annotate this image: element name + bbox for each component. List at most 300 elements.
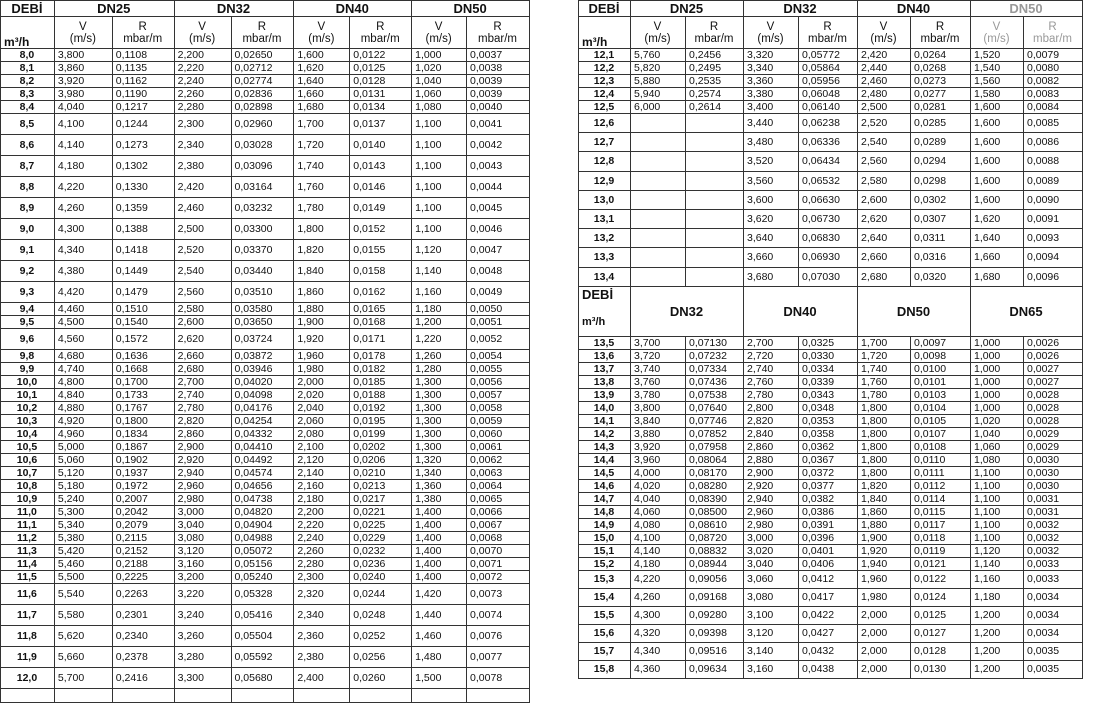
pressure-loss-cell: 0,2378 (112, 647, 174, 668)
velocity-cell: 1,120 (971, 544, 1024, 557)
velocity-cell: 1,000 (971, 388, 1024, 401)
pressure-loss-cell: 0,0027 (1024, 375, 1083, 388)
table-row (579, 544, 1083, 557)
pressure-loss-cell: 0,2456 (686, 49, 744, 62)
pressure-loss-cell: 0,0062 (467, 454, 530, 467)
velocity-cell: 1,480 (412, 647, 467, 668)
flow-rate-cell: 14,4 (579, 453, 631, 466)
pressure-loss-cell: 0,03300 (231, 219, 294, 240)
pressure-loss-cell: 0,0121 (911, 557, 971, 570)
velocity-cell: 6,000 (631, 101, 686, 114)
flow-rate-cell: 14,9 (579, 518, 631, 531)
velocity-cell: 4,360 (631, 660, 686, 678)
velocity-cell: 4,180 (54, 156, 112, 177)
velocity-cell: 1,600 (971, 190, 1024, 209)
subheader-symbol: V (992, 20, 1001, 33)
table-row (579, 492, 1083, 505)
table-row (579, 349, 1083, 362)
pressure-loss-cell: 0,0026 (1024, 349, 1083, 362)
velocity-cell: 3,020 (744, 544, 799, 557)
flow-rate-cell: 8,8 (1, 177, 55, 198)
pressure-loss-cell: 0,03096 (231, 156, 294, 177)
subheader-symbol: V (78, 20, 87, 33)
velocity-cell: 1,140 (412, 261, 467, 282)
pressure-loss-cell: 0,0417 (799, 588, 858, 606)
table-row (1, 350, 530, 363)
velocity-cell: 4,180 (631, 557, 686, 570)
velocity-cell: 2,240 (294, 532, 350, 545)
pressure-loss-cell: 0,0112 (911, 479, 971, 492)
velocity-cell: 5,060 (54, 454, 112, 467)
pressure-loss-cell: 0,0432 (799, 642, 858, 660)
velocity-cell: 4,020 (631, 479, 686, 492)
pressure-loss-cell: 0,0217 (350, 493, 412, 506)
table-row (579, 49, 1083, 62)
flow-rate-cell: 10,9 (1, 493, 55, 506)
pressure-loss-cell: 0,0086 (1024, 133, 1083, 152)
pressure-loss-cell (231, 689, 294, 703)
pressure-loss-cell: 0,05416 (231, 605, 294, 626)
pressure-loss-cell: 0,0059 (467, 415, 530, 428)
subheader-unit: (m/s) (188, 32, 216, 45)
velocity-cell: 2,520 (174, 240, 231, 261)
velocity-cell: 1,400 (412, 558, 467, 571)
pressure-loss-cell: 0,0311 (911, 229, 971, 248)
pressure-loss-cell: 0,0199 (350, 428, 412, 441)
pressure-loss-cell: 0,06532 (799, 171, 858, 190)
pressure-loss-cell (686, 171, 744, 190)
pressure-loss-cell: 0,07746 (686, 414, 744, 427)
pressure-loss-cell: 0,0268 (911, 62, 971, 75)
table-row (579, 190, 1083, 209)
pressure-loss-cell: 0,0103 (911, 388, 971, 401)
velocity-cell: 2,200 (294, 506, 350, 519)
velocity-cell: 1,100 (412, 156, 467, 177)
velocity-cell: 5,120 (54, 467, 112, 480)
velocity-cell: 2,720 (744, 349, 799, 362)
velocity-cell: 3,840 (631, 414, 686, 427)
velocity-cell: 2,260 (174, 88, 231, 101)
pressure-loss-cell: 0,0119 (911, 544, 971, 557)
table-row (1, 101, 530, 114)
pressure-loss-cell: 0,0049 (467, 282, 530, 303)
flow-rate-cell: 12,3 (579, 75, 631, 88)
velocity-cell: 1,380 (412, 493, 467, 506)
flow-rate-cell: 15,7 (579, 642, 631, 660)
subheader-symbol: V (766, 20, 775, 33)
velocity-cell: 2,000 (858, 660, 911, 678)
velocity-cell: 3,040 (174, 519, 231, 532)
table-row (1, 532, 530, 545)
table-row (579, 114, 1083, 133)
velocity-cell: 1,100 (412, 198, 467, 219)
velocity-cell: 4,100 (631, 531, 686, 544)
group-header-dn32: DN32 (631, 286, 744, 336)
velocity-cell: 2,660 (858, 248, 911, 267)
pressure-loss-cell: 0,2340 (112, 626, 174, 647)
pressure-loss-cell: 0,0067 (467, 519, 530, 532)
table-row (579, 75, 1083, 88)
table-row (579, 660, 1083, 678)
velocity-cell: 1,880 (858, 518, 911, 531)
table-row (1, 493, 530, 506)
velocity-cell: 1,200 (971, 624, 1024, 642)
flow-rate-cell: 8,9 (1, 198, 55, 219)
flow-rate-cell: 11,6 (1, 584, 55, 605)
flow-rate-cell: 13,6 (579, 349, 631, 362)
velocity-cell: 5,460 (54, 558, 112, 571)
pressure-loss-cell: 0,04020 (231, 376, 294, 389)
velocity-cell: 2,060 (294, 415, 350, 428)
pressure-loss-cell: 0,0033 (1024, 557, 1083, 570)
velocity-cell: 2,680 (858, 267, 911, 286)
velocity-cell: 5,000 (54, 441, 112, 454)
pressure-loss-cell: 0,03946 (231, 363, 294, 376)
pressure-loss-cell: 0,1700 (112, 376, 174, 389)
velocity-cell: 1,000 (412, 49, 467, 62)
pressure-loss-cell: 0,0072 (467, 571, 530, 584)
pressure-loss-cell: 0,09056 (686, 570, 744, 588)
velocity-cell: 4,800 (54, 376, 112, 389)
pressure-loss-cell: 0,07436 (686, 375, 744, 388)
velocity-cell: 3,980 (54, 88, 112, 101)
table-row (1, 480, 530, 493)
velocity-cell: 1,800 (858, 414, 911, 427)
pressure-loss-cell: 0,0343 (799, 388, 858, 401)
subheader-unit: (m/s) (69, 32, 96, 45)
velocity-cell: 2,000 (858, 606, 911, 624)
table-row (579, 570, 1083, 588)
pressure-loss-cell: 0,0401 (799, 544, 858, 557)
flow-rate-cell: 15,0 (579, 531, 631, 544)
velocity-cell: 4,220 (54, 177, 112, 198)
table-row (579, 518, 1083, 531)
velocity-cell: 2,860 (744, 440, 799, 453)
table-row (579, 642, 1083, 660)
pressure-loss-cell: 0,2535 (686, 75, 744, 88)
group-header-dn32: DN32 (174, 1, 294, 17)
pressure-loss-cell: 0,0339 (799, 375, 858, 388)
velocity-cell: 5,940 (631, 88, 686, 101)
velocity-cell: 2,420 (858, 49, 911, 62)
pressure-loss-cell: 0,1800 (112, 415, 174, 428)
pressure-loss-cell: 0,0210 (350, 467, 412, 480)
pressure-loss-cell: 0,2263 (112, 584, 174, 605)
subheader-unit: mbar/m (808, 32, 847, 45)
pressure-loss-cell: 0,0125 (911, 606, 971, 624)
pressure-loss-subheader (350, 17, 412, 49)
velocity-subheader (54, 17, 112, 49)
velocity-cell: 3,200 (174, 571, 231, 584)
flow-rate-cell: 11,2 (1, 532, 55, 545)
flow-rate-cell: 8,6 (1, 135, 55, 156)
pressure-loss-cell: 0,05156 (231, 558, 294, 571)
flow-rate-cell: 14,8 (579, 505, 631, 518)
flow-rate-cell: 8,7 (1, 156, 55, 177)
table-row (1, 389, 530, 402)
subheader-symbol: V (653, 20, 662, 33)
velocity-cell: 2,700 (174, 376, 231, 389)
velocity-cell: 4,100 (54, 114, 112, 135)
velocity-cell: 2,380 (174, 156, 231, 177)
pressure-loss-cell: 0,0124 (911, 588, 971, 606)
pressure-loss-cell: 0,0055 (467, 363, 530, 376)
velocity-cell: 4,220 (631, 570, 686, 588)
pressure-loss-cell: 0,0038 (467, 62, 530, 75)
pressure-loss-cell: 0,0256 (350, 647, 412, 668)
pressure-loss-cell: 0,02774 (231, 75, 294, 88)
subheader-unit: (m/s) (757, 32, 784, 45)
velocity-cell: 4,260 (54, 198, 112, 219)
flow-rate-cell: 12,2 (579, 62, 631, 75)
flow-rate-cell: 11,8 (1, 626, 55, 647)
pressure-loss-cell: 0,0307 (911, 209, 971, 228)
pressure-loss-cell: 0,0185 (350, 376, 412, 389)
flow-rate-cell: 13,5 (579, 336, 631, 349)
pressure-loss-cell: 0,05072 (231, 545, 294, 558)
velocity-cell: 2,820 (744, 414, 799, 427)
velocity-cell: 3,280 (174, 647, 231, 668)
pressure-loss-cell: 0,07640 (686, 401, 744, 414)
pressure-loss-subheader (686, 17, 744, 49)
velocity-cell: 1,680 (971, 267, 1024, 286)
pressure-loss-cell: 0,2152 (112, 545, 174, 558)
velocity-cell: 2,920 (744, 479, 799, 492)
velocity-cell: 1,840 (858, 492, 911, 505)
pressure-loss-cell: 0,0281 (911, 101, 971, 114)
flow-rate-cell: 8,2 (1, 75, 55, 88)
table-row (579, 336, 1083, 349)
flow-rate-cell: 11,5 (1, 571, 55, 584)
velocity-cell: 2,300 (294, 571, 350, 584)
velocity-cell: 1,860 (294, 282, 350, 303)
left-flow-table-panel (0, 0, 530, 703)
flow-rate-cell: 13,8 (579, 375, 631, 388)
pressure-loss-cell: 0,0353 (799, 414, 858, 427)
pressure-loss-cell: 0,09634 (686, 660, 744, 678)
velocity-cell: 4,460 (54, 303, 112, 316)
pressure-loss-cell: 0,04254 (231, 415, 294, 428)
velocity-cell: 2,840 (744, 427, 799, 440)
velocity-cell: 1,960 (858, 570, 911, 588)
pressure-loss-cell: 0,06730 (799, 209, 858, 228)
pressure-loss-cell: 0,04904 (231, 519, 294, 532)
velocity-cell: 1,460 (412, 626, 467, 647)
table-row (1, 668, 530, 689)
subheader-symbol: V (198, 20, 206, 33)
flow-rate-cell: 10,0 (1, 376, 55, 389)
flow-rate-cell: 14,5 (579, 466, 631, 479)
velocity-cell: 5,660 (54, 647, 112, 668)
pressure-loss-cell: 0,0061 (467, 441, 530, 454)
pressure-loss-cell: 0,09398 (686, 624, 744, 642)
pressure-loss-cell: 0,0225 (350, 519, 412, 532)
flow-rate-cell: 9,5 (1, 316, 55, 329)
table-row (579, 624, 1083, 642)
velocity-cell: 1,000 (971, 401, 1024, 414)
velocity-cell (631, 133, 686, 152)
flow-rate-cell: 9,2 (1, 261, 55, 282)
pressure-loss-cell: 0,0097 (911, 336, 971, 349)
table-row (579, 171, 1083, 190)
velocity-cell: 3,040 (744, 557, 799, 570)
velocity-cell: 3,600 (744, 190, 799, 209)
flow-rate-cell: 14,3 (579, 440, 631, 453)
pressure-loss-cell: 0,2614 (686, 101, 744, 114)
pressure-loss-cell: 0,02898 (231, 101, 294, 114)
table-row (1, 62, 530, 75)
velocity-cell: 3,920 (54, 75, 112, 88)
pressure-loss-cell: 0,0094 (1024, 248, 1083, 267)
pressure-loss-cell: 0,0026 (1024, 336, 1083, 349)
velocity-cell: 1,000 (971, 349, 1024, 362)
pressure-loss-cell: 0,0042 (467, 135, 530, 156)
velocity-cell: 2,680 (174, 363, 231, 376)
table-row (1, 303, 530, 316)
pressure-loss-cell: 0,05504 (231, 626, 294, 647)
pressure-loss-cell: 0,0064 (467, 480, 530, 493)
velocity-cell: 3,080 (744, 588, 799, 606)
table-row (1, 114, 530, 135)
velocity-cell: 1,900 (858, 531, 911, 544)
pressure-loss-cell: 0,0028 (1024, 388, 1083, 401)
velocity-cell: 4,960 (54, 428, 112, 441)
flow-rate-cell (1, 689, 55, 703)
debi-header-second (579, 286, 631, 336)
pressure-loss-cell (686, 248, 744, 267)
velocity-cell: 3,800 (631, 401, 686, 414)
pressure-loss-cell: 0,1302 (112, 156, 174, 177)
pressure-loss-cell: 0,2495 (686, 62, 744, 75)
velocity-cell: 5,240 (54, 493, 112, 506)
subheader-unit: mbar/m (123, 32, 163, 45)
velocity-cell: 2,560 (174, 282, 231, 303)
subheader-symbol: V (317, 20, 326, 33)
flow-rate-cell: 10,4 (1, 428, 55, 441)
table-row (579, 375, 1083, 388)
pressure-loss-cell: 0,0044 (467, 177, 530, 198)
pressure-loss-cell: 0,0080 (1024, 62, 1083, 75)
pressure-loss-cell: 0,0082 (1024, 75, 1083, 88)
table-row (579, 248, 1083, 267)
table-row (579, 133, 1083, 152)
velocity-cell: 2,220 (174, 62, 231, 75)
velocity-cell: 1,980 (294, 363, 350, 376)
pressure-loss-cell: 0,0100 (911, 362, 971, 375)
velocity-cell: 1,540 (971, 62, 1024, 75)
velocity-cell: 5,500 (54, 571, 112, 584)
pressure-loss-cell: 0,04574 (231, 467, 294, 480)
velocity-cell: 2,300 (174, 114, 231, 135)
pressure-loss-subheader (467, 17, 530, 49)
velocity-cell (631, 229, 686, 248)
table-row (1, 316, 530, 329)
velocity-cell (54, 689, 112, 703)
subheader-unit: (m/s) (870, 32, 897, 45)
pressure-loss-cell: 0,0110 (911, 453, 971, 466)
velocity-cell: 2,000 (858, 642, 911, 660)
pressure-loss-cell: 0,07334 (686, 362, 744, 375)
velocity-cell: 1,920 (294, 329, 350, 350)
pressure-loss-cell: 0,0252 (350, 626, 412, 647)
pressure-loss-cell: 0,03232 (231, 198, 294, 219)
velocity-cell: 1,100 (412, 177, 467, 198)
velocity-cell: 5,540 (54, 584, 112, 605)
velocity-cell: 1,640 (971, 229, 1024, 248)
pressure-loss-cell: 0,0130 (911, 660, 971, 678)
pressure-loss-cell: 0,06930 (799, 248, 858, 267)
unit-header: m³/h (579, 17, 631, 49)
debi-label: DEBİ (582, 286, 614, 302)
velocity-cell: 1,140 (971, 557, 1024, 570)
pressure-loss-cell: 0,0367 (799, 453, 858, 466)
pressure-loss-cell: 0,0391 (799, 518, 858, 531)
table-row (579, 606, 1083, 624)
velocity-cell: 2,660 (174, 350, 231, 363)
velocity-cell: 3,520 (744, 152, 799, 171)
velocity-cell: 2,740 (174, 389, 231, 402)
table-row (1, 467, 530, 480)
flow-rate-cell: 8,0 (1, 49, 55, 62)
velocity-cell: 3,220 (174, 584, 231, 605)
pressure-loss-cell: 0,1449 (112, 261, 174, 282)
pressure-loss-cell: 0,0032 (1024, 518, 1083, 531)
velocity-cell: 1,400 (412, 519, 467, 532)
pressure-loss-cell: 0,06630 (799, 190, 858, 209)
pressure-loss-cell: 0,0143 (350, 156, 412, 177)
velocity-cell: 1,120 (412, 240, 467, 261)
pressure-loss-cell: 0,0070 (467, 545, 530, 558)
pressure-loss-cell: 0,0165 (350, 303, 412, 316)
pressure-loss-cell: 0,1418 (112, 240, 174, 261)
pressure-loss-cell: 0,0240 (350, 571, 412, 584)
velocity-subheader (174, 17, 231, 49)
velocity-cell: 3,060 (744, 570, 799, 588)
velocity-cell: 3,760 (631, 375, 686, 388)
velocity-cell: 1,280 (412, 363, 467, 376)
pressure-loss-cell: 0,1330 (112, 177, 174, 198)
velocity-cell: 1,400 (412, 532, 467, 545)
pressure-loss-cell: 0,0412 (799, 570, 858, 588)
pressure-loss-cell: 0,0188 (350, 389, 412, 402)
table-row (1, 441, 530, 454)
pressure-loss-cell: 0,0294 (911, 152, 971, 171)
pressure-loss-cell: 0,04738 (231, 493, 294, 506)
velocity-cell: 3,880 (631, 427, 686, 440)
subheader-symbol: R (493, 20, 502, 33)
pressure-loss-cell: 0,0098 (911, 349, 971, 362)
pressure-loss-cell: 0,08610 (686, 518, 744, 531)
velocity-cell: 2,780 (744, 388, 799, 401)
pressure-loss-cell: 0,0206 (350, 454, 412, 467)
table-row (1, 402, 530, 415)
pressure-loss-cell: 0,0396 (799, 531, 858, 544)
velocity-cell: 1,100 (971, 492, 1024, 505)
pressure-loss-cell: 0,0118 (911, 531, 971, 544)
velocity-cell: 1,420 (412, 584, 467, 605)
velocity-cell: 1,520 (971, 49, 1024, 62)
pressure-loss-cell: 0,0377 (799, 479, 858, 492)
table-row (1, 75, 530, 88)
pressure-loss-cell: 0,05240 (231, 571, 294, 584)
velocity-cell: 1,820 (294, 240, 350, 261)
velocity-cell: 4,340 (54, 240, 112, 261)
velocity-cell: 3,000 (174, 506, 231, 519)
velocity-cell: 5,880 (631, 75, 686, 88)
velocity-cell: 1,000 (971, 336, 1024, 349)
table-row (1, 689, 530, 703)
table-row (1, 626, 530, 647)
